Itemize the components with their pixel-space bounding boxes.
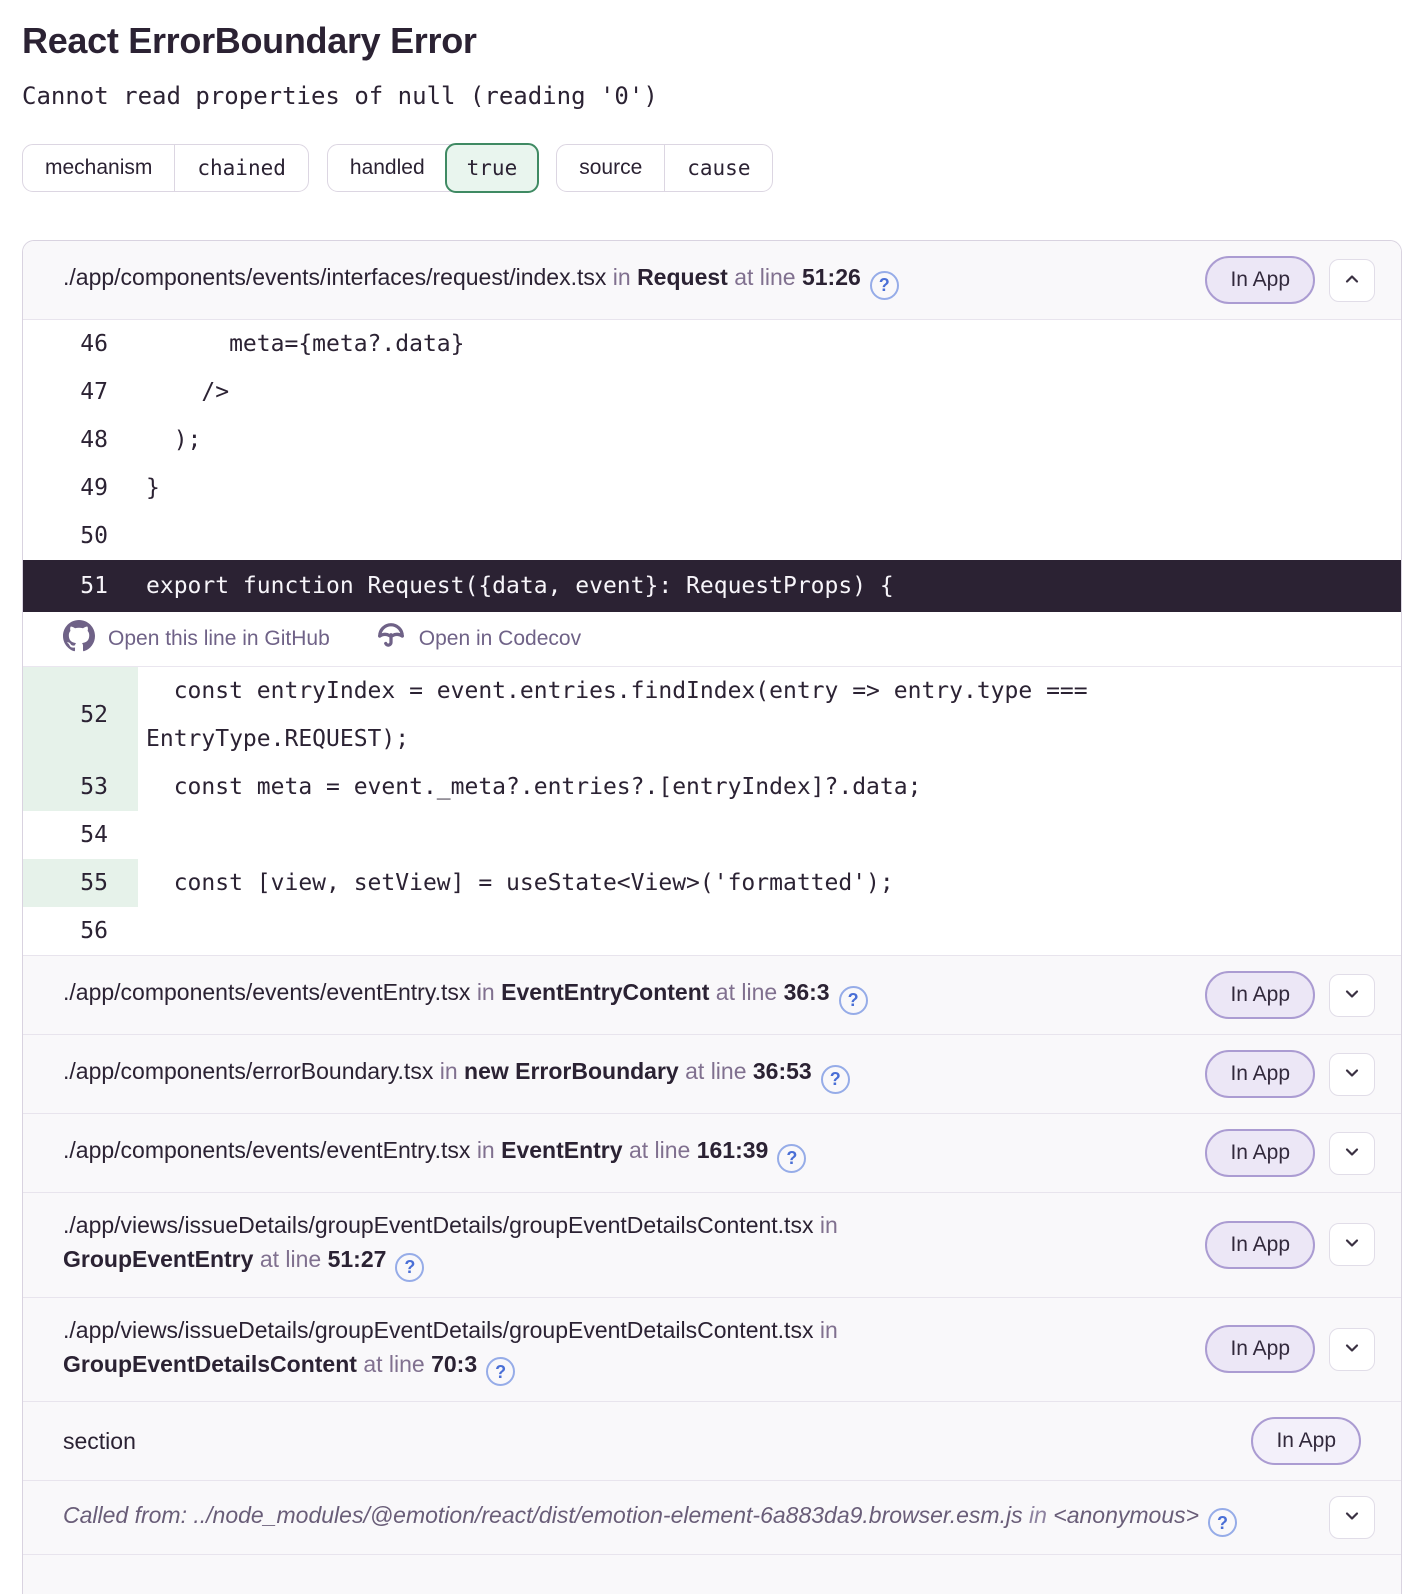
codecov-link-label: Open in Codecov (418, 627, 582, 650)
frame-actions (1205, 256, 1375, 304)
collapse-frame-button[interactable] (1329, 259, 1375, 302)
code-text: ); (146, 427, 202, 453)
question-tooltip-icon[interactable]: ? (1208, 1508, 1237, 1537)
in-app-badge: In App (1205, 256, 1315, 304)
chevron-down-icon (1340, 1231, 1364, 1258)
line-number: 50 (80, 523, 108, 549)
question-tooltip-icon[interactable]: ? (777, 1144, 806, 1173)
in-label: in (1028, 1501, 1047, 1528)
expand-frame-button[interactable] (1329, 1223, 1375, 1266)
frame-function: Request (637, 264, 728, 291)
in-app-badge: In App (1205, 1221, 1315, 1269)
frame-lineno: 161:39 (696, 1137, 769, 1164)
github-link-label: Open this line in GitHub (108, 627, 330, 650)
expand-frame-button[interactable] (1329, 1053, 1375, 1096)
frame-actions (1205, 1129, 1375, 1177)
question-tooltip-icon[interactable]: ? (821, 1065, 850, 1094)
frame-title (63, 1498, 1309, 1538)
code-text: } (146, 475, 160, 501)
in-app-badge: In App (1205, 1325, 1315, 1373)
frame-path: ./app/components/errorBoundary.tsx (63, 1058, 434, 1085)
tag-source[interactable] (556, 144, 773, 192)
in-label: in (612, 264, 631, 291)
frame-title (63, 1313, 1185, 1387)
expand-frame-button[interactable] (1329, 1496, 1375, 1539)
in-app-badge: In App (1205, 971, 1315, 1019)
code-line-active (23, 560, 1401, 612)
frame-title (63, 975, 1185, 1015)
line-number: 46 (80, 331, 108, 357)
frame-function: new ErrorBoundary (464, 1058, 679, 1085)
code-line-changed (23, 763, 1401, 811)
question-tooltip-icon[interactable]: ? (839, 986, 868, 1015)
line-number: 56 (80, 918, 108, 944)
frame-path: ./app/components/events/eventEntry.tsx (63, 979, 471, 1006)
in-label: in (819, 1316, 838, 1343)
chevron-down-icon (1340, 982, 1364, 1009)
code-text: const [view, setView] = useState<View>('formatted'); (146, 870, 894, 896)
stack-frame-error-boundary[interactable] (23, 1034, 1401, 1113)
in-label: in (476, 1137, 495, 1164)
code-context (23, 320, 1401, 955)
frame-title (63, 1054, 1185, 1094)
expand-frame-button[interactable] (1329, 1328, 1375, 1371)
code-text: const meta = event._meta?.entries?.[entryIndex]?.data; (146, 774, 922, 800)
stack-frame-request[interactable] (23, 241, 1401, 320)
code-text: meta={meta?.data} (146, 331, 465, 357)
frame-function: GroupEventEntry (63, 1246, 254, 1272)
in-app-badge: In App (1205, 1050, 1315, 1098)
chevron-down-icon (1340, 1504, 1364, 1531)
code-line (23, 907, 1401, 955)
frame-path: ./app/views/issueDetails/groupEventDetails/groupEventDetailsContent.tsx (63, 1212, 814, 1238)
frame-path: ./app/views/issueDetails/groupEventDetails/groupEventDetailsContent.tsx (63, 1316, 814, 1343)
code-line (23, 320, 1401, 368)
in-label: in (819, 1212, 838, 1238)
expand-frame-button[interactable] (1329, 1132, 1375, 1175)
frame-path: ./app/components/events/eventEntry.tsx (63, 1137, 471, 1164)
tag-pills (22, 144, 1402, 192)
frame-actions (1251, 1417, 1375, 1465)
tag-value: cause (687, 156, 751, 180)
frame-actions (1205, 1050, 1375, 1098)
open-in-github-link[interactable] (63, 620, 330, 658)
code-line (23, 368, 1401, 416)
code-line (23, 464, 1401, 512)
code-text: /> (146, 379, 230, 405)
question-tooltip-icon[interactable]: ? (870, 271, 899, 300)
line-number: 47 (80, 379, 108, 405)
tag-handled[interactable] (327, 144, 538, 192)
page-title: React ErrorBoundary Error (22, 20, 477, 61)
in-label: in (439, 1058, 458, 1085)
line-number: 48 (80, 427, 108, 453)
chevron-down-icon (1340, 1140, 1364, 1167)
frame-function: EventEntry (501, 1137, 623, 1164)
at-line-label: at line (363, 1350, 425, 1377)
open-in-codecov-link[interactable] (376, 621, 581, 657)
in-app-badge: In App (1205, 1129, 1315, 1177)
frame-title (63, 1208, 1185, 1282)
code-text-wrap: EntryType.REQUEST); (146, 726, 410, 752)
frame-title (63, 1133, 1185, 1173)
code-line (23, 512, 1401, 560)
code-text: export function Request({data, event}: RequestProps) { (146, 573, 894, 599)
stack-frame-section[interactable] (23, 1401, 1401, 1480)
chevron-down-icon (1340, 1336, 1364, 1363)
expand-frame-button[interactable] (1329, 974, 1375, 1017)
frame-lineno: 36:53 (752, 1058, 812, 1085)
code-line (23, 811, 1401, 859)
codecov-icon (376, 621, 406, 657)
in-label: in (476, 979, 495, 1006)
frame-function: <anonymous> (1053, 1501, 1200, 1528)
error-message: Cannot read properties of null (reading '0') (22, 82, 658, 110)
frame-actions (1205, 971, 1375, 1019)
line-number: 54 (80, 822, 108, 848)
stack-frame-called-from[interactable] (23, 1480, 1401, 1554)
code-text: const entryIndex = event.entries.findIndex(entry => entry.type === (146, 678, 1088, 704)
frame-lineno: 51:27 (327, 1246, 387, 1272)
code-line-changed (23, 859, 1401, 907)
tag-key: source (557, 145, 665, 191)
frame-actions (1329, 1496, 1375, 1539)
at-line-label: at line (685, 1058, 747, 1085)
tag-value-highlighted: true (445, 143, 540, 193)
frame-lineno: 36:3 (783, 979, 830, 1006)
at-line-label: at line (259, 1246, 322, 1272)
frame-lineno: 70:3 (431, 1350, 478, 1377)
at-line-label: at line (734, 264, 796, 291)
stack-frame-group-event-details-content[interactable] (23, 1297, 1401, 1402)
at-line-label: at line (715, 979, 778, 1006)
stack-frame-event-entry[interactable] (23, 1113, 1401, 1192)
frame-function: GroupEventDetailsContent (63, 1350, 357, 1377)
tag-key: handled (349, 156, 425, 179)
frame-function-section: section (63, 1428, 136, 1454)
stack-frame-event-entry-content[interactable] (23, 955, 1401, 1034)
code-context-links (23, 612, 1401, 667)
tag-mechanism[interactable] (22, 144, 309, 192)
line-number: 49 (80, 475, 108, 501)
frame-title (63, 260, 1185, 300)
frame-lineno: 51:26 (801, 264, 861, 291)
question-tooltip-icon[interactable]: ? (486, 1357, 515, 1386)
line-number: 55 (23, 859, 138, 907)
line-number: 51 (80, 573, 108, 599)
frame-title (63, 1424, 1231, 1458)
frame-actions (1205, 1325, 1375, 1373)
line-number: 52 (23, 667, 138, 763)
chevron-up-icon (1340, 267, 1364, 294)
frame-function: EventEntryContent (501, 979, 710, 1006)
line-number: 53 (23, 763, 138, 811)
tag-key: mechanism (23, 145, 175, 191)
github-icon (63, 620, 95, 658)
frame-path: ../node_modules/@emotion/react/dist/emotion-element-6a883da9.browser.esm.js (193, 1501, 1023, 1528)
frame-actions (1205, 1221, 1375, 1269)
called-from-label: Called from: (63, 1501, 187, 1528)
chevron-down-icon (1340, 1061, 1364, 1088)
stack-frame-partial[interactable] (23, 1554, 1401, 1594)
at-line-label: at line (628, 1137, 691, 1164)
stack-trace (22, 240, 1402, 1594)
question-tooltip-icon[interactable]: ? (395, 1253, 424, 1282)
frame-path: ./app/components/events/interfaces/request/index.tsx (63, 264, 607, 291)
tag-value: chained (197, 156, 286, 180)
code-line-changed (23, 667, 1401, 763)
stack-frame-group-event-entry[interactable] (23, 1192, 1401, 1297)
code-line (23, 416, 1401, 464)
in-app-badge: In App (1251, 1417, 1361, 1465)
